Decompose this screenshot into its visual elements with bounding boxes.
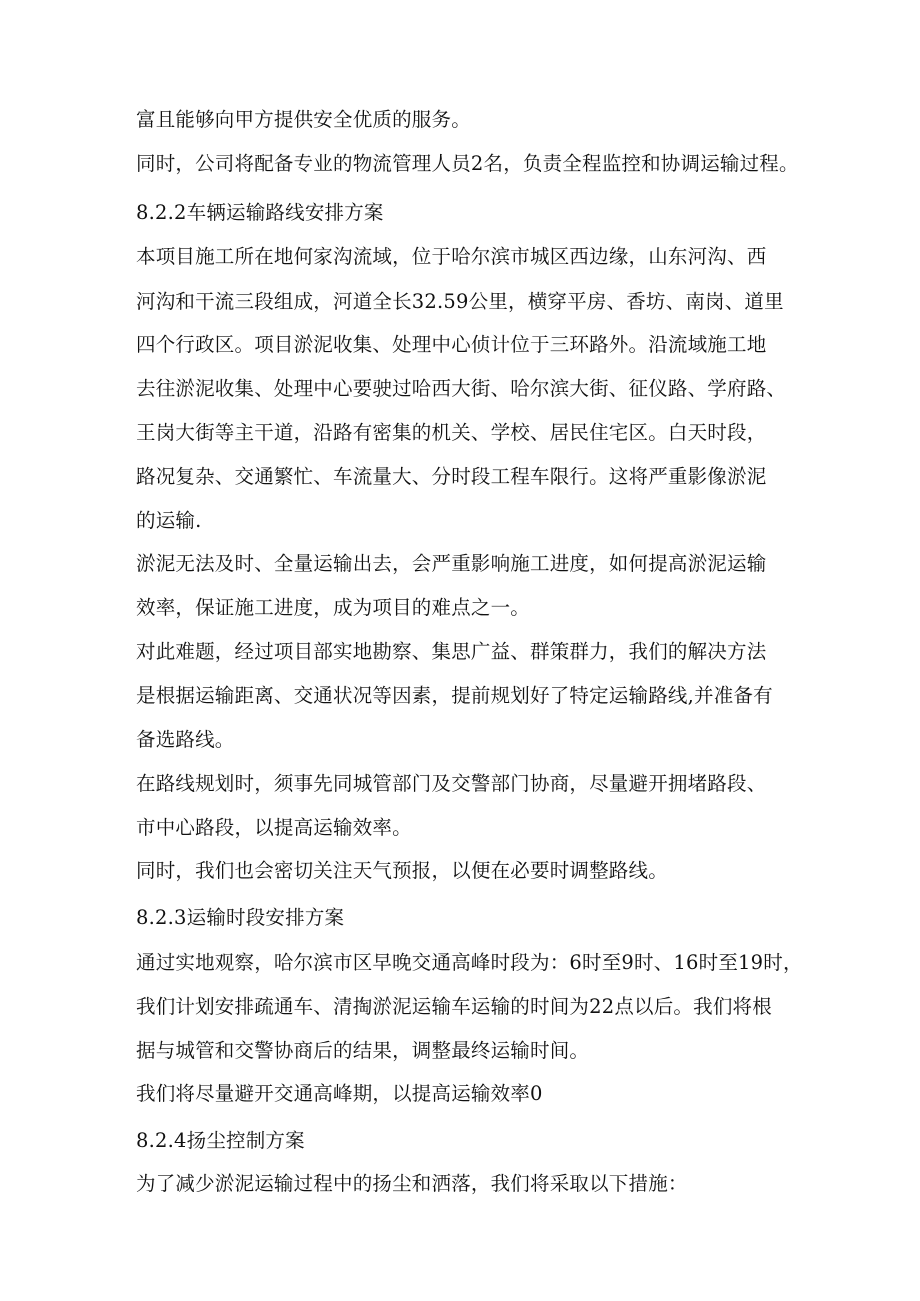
paragraph-line: 本项目施工所在地何家沟流域，位于哈尔滨市城区西边缘，山东河沟、西 bbox=[136, 245, 767, 268]
paragraph-line: 我们将尽量避开交通高峰期，以提高运输效率0 bbox=[136, 1082, 543, 1105]
paragraph-line: 在路线规划时，须事先同城管部门及交警部门协商，尽量避开拥堵路段、 bbox=[136, 772, 767, 795]
paragraph-line: 淤泥无法及时、全量运输出去，会严重影响施工进度，如何提高淤泥运输 bbox=[136, 552, 767, 575]
paragraph-line: 王岗大街等主干道，沿路有密集的机关、学校、居民住宅区。白天时段， bbox=[136, 421, 767, 444]
paragraph-line: 富且能够向甲方提供安全优质的服务。 bbox=[136, 108, 471, 131]
paragraph-line: 河沟和干流三段组成，河道全长32.59公里，横穿平房、香坊、南岗、道里 bbox=[136, 290, 784, 313]
paragraph-line: 我们计划安排疏通车、清掏淤泥运输车运输的时间为22点以后。我们将根 bbox=[136, 995, 772, 1018]
paragraph-line: 四个行政区。项目淤泥收集、处理中心侦计位于三环路外。沿流域施工地 bbox=[136, 333, 767, 356]
paragraph-line: 市中心路段，以提高运输效率。 bbox=[136, 816, 412, 839]
section-heading-8-2-4: 8.2.4扬尘控制方案 bbox=[136, 1129, 305, 1152]
paragraph-line: 据与城管和交警协商后的结果，调整最终运输时间。 bbox=[136, 1039, 590, 1062]
section-heading-8-2-3: 8.2.3运输时段安排方案 bbox=[136, 906, 345, 929]
section-heading-8-2-2: 8.2.2车辆运输路线安排方案 bbox=[136, 201, 384, 224]
paragraph-line: 通过实地观察，哈尔滨市区早晚交通高峰时段为：6时至9时、16时至19时， bbox=[136, 951, 803, 974]
paragraph-line: 对此难题，经过项目部实地勘察、集思广益、群策群力，我们的解决方法 bbox=[136, 640, 767, 663]
paragraph-line: 为了减少淤泥运输过程中的扬尘和洒落，我们将采取以下措施： bbox=[136, 1172, 688, 1195]
paragraph-line: 的运输. bbox=[136, 509, 202, 532]
paragraph-line: 效率，保证施工进度，成为项目的难点之一。 bbox=[136, 596, 531, 619]
paragraph-line: 去往淤泥收集、处理中心要驶过哈西大街、哈尔滨大街、征仪路、学府路、 bbox=[136, 377, 787, 400]
paragraph-line: 同时，我们也会密切关注天气预报，以便在必要时调整路线。 bbox=[136, 859, 668, 882]
paragraph-line: 备选路线。 bbox=[136, 728, 235, 751]
paragraph-line: 路况复杂、交通繁忙、车流量大、分时段工程车限行。这将严重影像淤泥 bbox=[136, 465, 767, 488]
paragraph-line: 同时，公司将配备专业的物流管理人员2名，负责全程监控和协调运输过程。 bbox=[136, 152, 799, 175]
paragraph-line: 是根据运输距离、交通状况等因素，提前规划好了特定运输路线,并准备有 bbox=[136, 684, 773, 707]
